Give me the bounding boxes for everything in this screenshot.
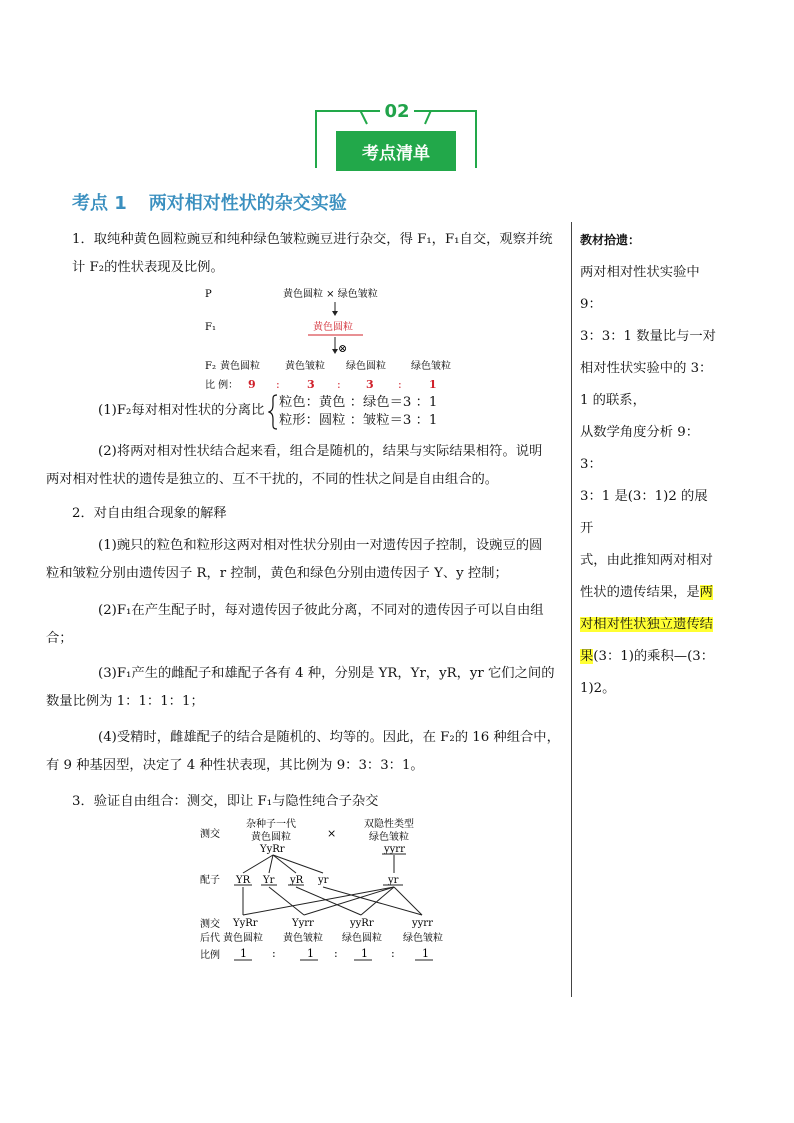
tc-colon-2: : [334, 947, 338, 960]
right-geno: yyrr [384, 844, 405, 855]
tc-ratio-1: 1 [240, 947, 247, 960]
row-offspring-1: 测交 [200, 919, 220, 930]
offspring-geno-3: yyRr [350, 918, 374, 929]
ratio-sep-3: : [398, 378, 402, 391]
sidebar-highlight-1: 两 [699, 585, 713, 600]
sidebar-highlight-2: 对相对性状独立遗传结 [580, 617, 713, 632]
left-geno: YyRr [260, 844, 285, 855]
row-ratio: 比例 [200, 950, 220, 961]
e4-line1: (4)受精时，雌雄配子的结合是随机的、均等的。因此，在 F₂的 16 种组合中， [98, 730, 560, 745]
tc-colon-3: : [391, 947, 395, 960]
sidebar-line-6: 3：1 是(3：1)2 的展开 [580, 489, 708, 536]
f2-label: F₂ [205, 361, 216, 372]
ratio-sep-2: : [337, 378, 341, 391]
e2-line2: 合； [46, 630, 73, 646]
f2-item-2: 黄色皱粒 [285, 361, 325, 372]
row-offspring-2: 后代 [200, 933, 220, 944]
f1-label: F₁ [205, 322, 216, 333]
sidebar-title: 教材拾遗： [580, 233, 641, 247]
offspring-geno-1: YyRr [233, 918, 258, 929]
explain-1 [46, 532, 564, 587]
selfing-symbol: ⊗ [338, 342, 348, 355]
topic-number: 考点 1 [72, 193, 127, 214]
ratio-v1: 9 [248, 378, 256, 391]
e1-line2: 粒和皱粒分别由遗传因子 R，r 控制，黄色和绿色分别由遗传因子 Y、y 控制； [46, 565, 508, 581]
sidebar-line-8: 性状的遗传结果，是 [580, 585, 700, 600]
section-number: 02 [380, 101, 414, 122]
sidebar-line-3: 相对性状实验中的 3： [580, 361, 713, 376]
gamete-right-yr: yr [388, 875, 399, 886]
ratio-v3: 3 [366, 378, 374, 391]
sidebar-line-1: 两对相对性状实验中 9： [580, 265, 700, 312]
ratio-sep-1: : [276, 378, 280, 391]
offspring-geno-2: Yyrr [292, 918, 314, 929]
gamete-YR: YR [236, 875, 251, 886]
sidebar-line-7: 式，由此推知两对相对 [580, 553, 713, 568]
offspring-pheno-2: 黄色皱粒 [283, 933, 323, 944]
left-title2: 黄色圆粒 [251, 832, 291, 843]
explain-3 [46, 660, 564, 715]
cross-diagram [200, 282, 480, 392]
heading-2: 2．对自由组合现象的解释 [72, 506, 227, 521]
sidebar-highlight-3: 果 [580, 649, 594, 664]
e4-line2: 有 9 种基因型，决定了 4 种性状表现，其比例为 9：3：3：1。 [46, 757, 424, 773]
explain-4 [46, 724, 564, 779]
e3-line1: (3)F₁产生的雌配子和雄配子各有 4 种，分别是 YR，Yr，yR，yr 它们之间的 [98, 666, 555, 681]
left-title1: 杂种子一代 [246, 819, 296, 830]
right-title1: 双隐性类型 [364, 819, 414, 830]
p-cross: 黄色圆粒 × 绿色皱粒 [283, 289, 378, 300]
gamete-Yr: Yr [263, 875, 275, 886]
p1-line1: 1．取纯种黄色圆粒豌豆和纯种绿色皱粒豌豆进行杂交，得 F₁，F₁自交，观察并统 [72, 232, 553, 247]
sidebar-line-5: 从数学角度分析 9：3： [580, 425, 700, 472]
times-symbol: × [327, 827, 337, 840]
p2-line2: 两对相对性状的遗传是独立的、互不干扰的，不同的性状之间是自由组合的。 [46, 471, 499, 487]
e2-line1: (2)F₁在产生配子时，每对遗传因子彼此分离，不同对的遗传因子可以自由组 [98, 603, 544, 618]
ratio-v2: 3 [307, 378, 315, 391]
paragraph-2 [46, 438, 564, 493]
f2-item-4: 绿色皱粒 [411, 361, 451, 372]
gamete-yr: yr [318, 875, 329, 886]
p2-line1: (2)将两对相对性状结合起来看，组合是随机的，结果与实际结果相符。说明 [98, 444, 543, 459]
heading-3: 3．验证自由组合：测交，即让 F₁与隐性纯合子杂交 [72, 794, 379, 809]
offspring-pheno-1: 黄色圆粒 [223, 933, 263, 944]
f2-item-1: 黄色圆粒 [220, 361, 260, 372]
right-title2: 绿色皱粒 [369, 832, 409, 843]
f1-value: 黄色圆粒 [313, 322, 353, 333]
ratio-color-line: 粒色：黄色 ：绿色＝3 ：1 [279, 395, 438, 410]
ratio-prefix: (1)F₂每对相对性状的分离比 [98, 403, 265, 418]
p1-line2: 计 F₂的性状表现及比例。 [72, 259, 224, 275]
ratio-lines [279, 394, 437, 430]
sidebar-note [580, 224, 720, 705]
f2-item-3: 绿色圆粒 [346, 361, 386, 372]
topic-title: 两对相对性状的杂交实验 [148, 193, 347, 214]
row-gamete: 配子 [200, 875, 220, 886]
tc-ratio-2: 1 [307, 947, 314, 960]
offspring-geno-4: yyrr [412, 918, 433, 929]
ratio-v4: 1 [429, 378, 437, 391]
testcross-diagram [196, 815, 466, 963]
tc-ratio-3: 1 [361, 947, 368, 960]
offspring-pheno-4: 绿色皱粒 [403, 933, 443, 944]
p-label: P [205, 289, 212, 300]
tc-colon-1: : [272, 947, 276, 960]
sidebar-line-4: 1 的联系， [580, 393, 646, 408]
ratio-shape-line: 粒形：圆粒 ：皱粒＝3 ：1 [279, 413, 438, 428]
tc-ratio-4: 1 [422, 947, 429, 960]
brace-icon [268, 394, 278, 430]
e3-line2: 数量比例为 1：1：1：1； [46, 693, 204, 709]
gamete-yR: yR [290, 875, 304, 886]
sidebar-line-2: 3：3：1 数量比与一对 [580, 329, 716, 344]
sidebar-line-last: 1)2。 [580, 681, 616, 696]
e1-line1: (1)豌只的粒色和粒形这两对相对性状分别由一对遗传因子控制，设豌豆的圆 [98, 538, 543, 553]
offspring-pheno-3: 绿色圆粒 [342, 933, 382, 944]
explain-2 [46, 597, 564, 652]
row-testcross: 测交 [200, 829, 220, 840]
sidebar-line-tail: (3：1)的乘积—(3： [593, 649, 715, 664]
page-title [72, 189, 347, 215]
ratio-label: 比 例： [205, 380, 239, 391]
column-divider [571, 222, 572, 997]
paragraph-1 [72, 226, 564, 281]
section-label: 考点清单 [336, 131, 456, 171]
